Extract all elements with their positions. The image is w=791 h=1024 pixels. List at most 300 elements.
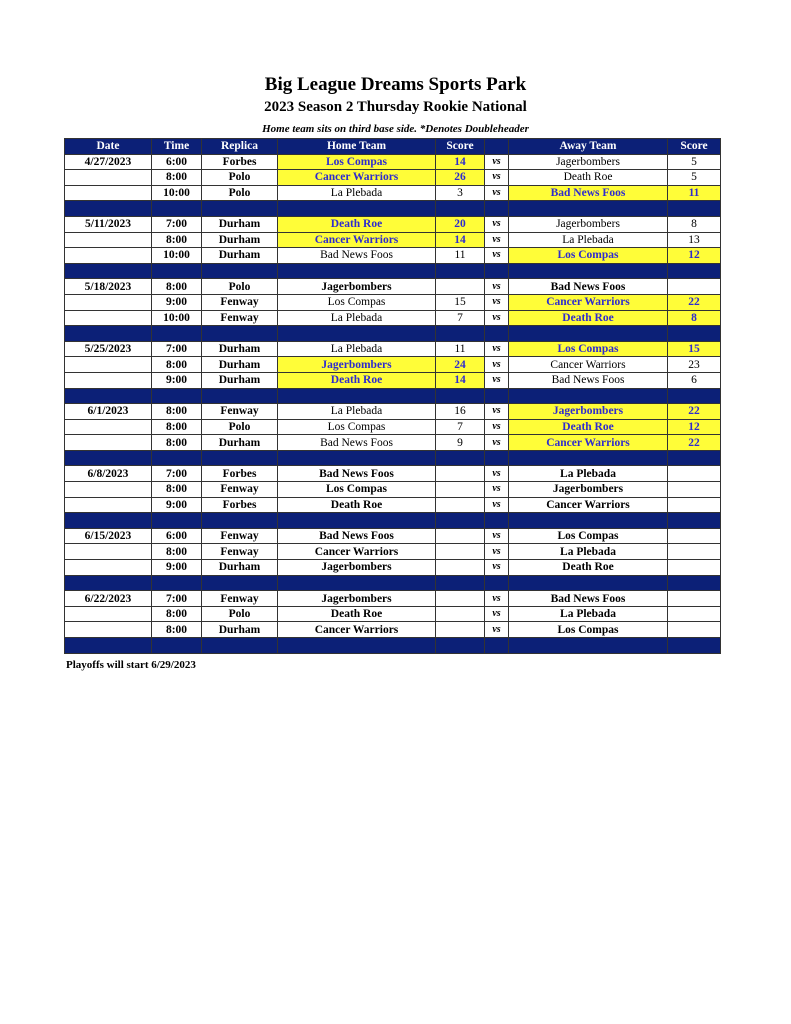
vs-label: vs [485,528,509,544]
home-score: 7 [436,310,485,326]
game-time: 9:00 [152,294,202,310]
separator-cell [65,201,152,217]
game-date: 6/1/2023 [65,404,152,420]
field-name: Fenway [202,591,278,607]
home-score [436,497,485,513]
away-team: Jagerbombers [509,404,668,420]
home-team: Death Roe [278,497,436,513]
away-team: Jagerbombers [509,482,668,498]
game-time: 6:00 [152,154,202,170]
separator-cell [485,638,509,654]
separator-cell [668,575,721,591]
field-name: Durham [202,248,278,264]
separator-cell [509,263,668,279]
game-date [65,232,152,248]
field-name: Forbes [202,154,278,170]
game-time: 8:00 [152,357,202,373]
game-date [65,544,152,560]
game-time: 7:00 [152,341,202,357]
game-row [65,216,721,232]
game-date: 5/11/2023 [65,216,152,232]
away-team: Los Compas [509,341,668,357]
game-date [65,497,152,513]
vs-label: vs [485,294,509,310]
separator-cell [668,638,721,654]
field-name: Durham [202,357,278,373]
game-date: 6/22/2023 [65,591,152,607]
week-separator [65,513,721,529]
column-header-time: Time [152,139,202,155]
separator-cell [278,638,436,654]
separator-cell [509,450,668,466]
week-separator [65,638,721,654]
home-team: La Plebada [278,310,436,326]
separator-cell [509,326,668,342]
game-date: 5/25/2023 [65,341,152,357]
vs-label: vs [485,560,509,576]
separator-cell [278,450,436,466]
week-separator [65,326,721,342]
separator-cell [436,326,485,342]
separator-cell [436,450,485,466]
game-time: 8:00 [152,435,202,451]
column-header-away-team: Away Team [509,139,668,155]
home-score: 11 [436,341,485,357]
separator-cell [668,263,721,279]
game-date [65,310,152,326]
game-row [65,404,721,420]
game-row [65,294,721,310]
game-row [65,482,721,498]
vs-label: vs [485,170,509,186]
week-separator [65,575,721,591]
home-score: 14 [436,232,485,248]
field-name: Durham [202,560,278,576]
separator-cell [278,575,436,591]
separator-cell [509,575,668,591]
column-header-away-score: Score [668,139,721,155]
vs-label: vs [485,497,509,513]
vs-label: vs [485,482,509,498]
game-row [65,419,721,435]
separator-cell [278,201,436,217]
home-score [436,466,485,482]
home-team: Death Roe [278,606,436,622]
separator-cell [278,326,436,342]
game-time: 8:00 [152,279,202,295]
away-score: 23 [668,357,721,373]
away-team: Bad News Foos [509,591,668,607]
separator-cell [509,513,668,529]
away-score: 12 [668,248,721,264]
page-title: Big League Dreams Sports Park [264,74,527,95]
home-score [436,528,485,544]
field-name: Durham [202,341,278,357]
field-name: Fenway [202,404,278,420]
away-score [668,279,721,295]
away-team: Bad News Foos [509,372,668,388]
away-score: 12 [668,419,721,435]
home-score: 26 [436,170,485,186]
home-team: Bad News Foos [278,528,436,544]
game-row [65,622,721,638]
game-date: 6/8/2023 [65,466,152,482]
game-date [65,622,152,638]
game-time: 8:00 [152,419,202,435]
separator-cell [202,450,278,466]
home-team: Los Compas [278,154,436,170]
schedule-table [64,138,721,654]
game-time: 8:00 [152,606,202,622]
away-score: 5 [668,170,721,186]
game-row [65,466,721,482]
separator-cell [668,513,721,529]
away-team: Death Roe [509,170,668,186]
game-time: 10:00 [152,185,202,201]
game-row [65,497,721,513]
game-date [65,185,152,201]
separator-cell [152,326,202,342]
separator-cell [65,513,152,529]
vs-label: vs [485,341,509,357]
separator-cell [152,263,202,279]
game-date [65,419,152,435]
vs-label: vs [485,154,509,170]
separator-cell [65,575,152,591]
column-header-vs [485,139,509,155]
game-date [65,357,152,373]
separator-cell [485,450,509,466]
away-score [668,606,721,622]
home-score [436,560,485,576]
vs-label: vs [485,216,509,232]
separator-cell [278,513,436,529]
away-team: Cancer Warriors [509,294,668,310]
field-name: Forbes [202,497,278,513]
separator-cell [436,575,485,591]
game-date [65,294,152,310]
away-score: 8 [668,310,721,326]
home-score: 11 [436,248,485,264]
field-name: Fenway [202,528,278,544]
home-score [436,544,485,560]
game-date: 6/15/2023 [65,528,152,544]
away-score [668,482,721,498]
separator-cell [152,638,202,654]
home-team: Cancer Warriors [278,170,436,186]
home-score: 20 [436,216,485,232]
game-row [65,170,721,186]
game-row [65,606,721,622]
vs-label: vs [485,435,509,451]
vs-label: vs [485,372,509,388]
home-team: Los Compas [278,419,436,435]
separator-cell [485,575,509,591]
home-team: Jagerbombers [278,279,436,295]
game-time: 8:00 [152,622,202,638]
separator-cell [436,638,485,654]
separator-cell [202,201,278,217]
vs-label: vs [485,185,509,201]
separator-cell [436,263,485,279]
game-row [65,357,721,373]
schedule-note: Home team sits on third base side. *Denotes Doubleheader [262,123,529,135]
away-team: La Plebada [509,544,668,560]
separator-cell [152,450,202,466]
separator-cell [485,263,509,279]
home-team: Death Roe [278,372,436,388]
separator-cell [152,575,202,591]
vs-label: vs [485,591,509,607]
home-score: 15 [436,294,485,310]
game-time: 8:00 [152,544,202,560]
game-row [65,544,721,560]
field-name: Polo [202,185,278,201]
away-team: Los Compas [509,248,668,264]
home-score [436,591,485,607]
separator-cell [509,201,668,217]
away-score [668,528,721,544]
away-score: 22 [668,294,721,310]
field-name: Fenway [202,294,278,310]
column-header-home-team: Home Team [278,139,436,155]
field-name: Polo [202,279,278,295]
game-time: 10:00 [152,248,202,264]
vs-label: vs [485,248,509,264]
separator-cell [509,638,668,654]
week-separator [65,263,721,279]
field-name: Fenway [202,482,278,498]
vs-label: vs [485,466,509,482]
game-row [65,248,721,264]
field-name: Durham [202,372,278,388]
vs-label: vs [485,606,509,622]
game-date [65,248,152,264]
separator-cell [202,326,278,342]
home-team: Cancer Warriors [278,622,436,638]
home-score: 7 [436,419,485,435]
home-score: 14 [436,154,485,170]
game-row [65,591,721,607]
away-score: 15 [668,341,721,357]
game-time: 7:00 [152,466,202,482]
away-score [668,560,721,576]
away-score: 6 [668,372,721,388]
separator-cell [485,326,509,342]
home-team: La Plebada [278,404,436,420]
away-score [668,466,721,482]
away-team: Death Roe [509,419,668,435]
game-time: 7:00 [152,216,202,232]
game-date: 4/27/2023 [65,154,152,170]
away-team: Cancer Warriors [509,435,668,451]
game-date [65,170,152,186]
away-score [668,591,721,607]
vs-label: vs [485,544,509,560]
separator-cell [202,513,278,529]
home-team: Death Roe [278,216,436,232]
separator-cell [65,326,152,342]
game-row [65,372,721,388]
week-separator [65,201,721,217]
separator-cell [278,388,436,404]
away-team: La Plebada [509,466,668,482]
home-team: Cancer Warriors [278,544,436,560]
away-score [668,544,721,560]
field-name: Durham [202,435,278,451]
separator-cell [436,513,485,529]
separator-cell [278,263,436,279]
home-score: 3 [436,185,485,201]
away-team: Death Roe [509,310,668,326]
vs-label: vs [485,357,509,373]
home-team: Los Compas [278,482,436,498]
separator-cell [668,450,721,466]
away-score: 5 [668,154,721,170]
home-team: La Plebada [278,341,436,357]
away-score [668,497,721,513]
separator-cell [65,638,152,654]
away-team: La Plebada [509,606,668,622]
away-score: 13 [668,232,721,248]
separator-cell [152,513,202,529]
separator-cell [485,201,509,217]
header-row [65,139,721,155]
separator-cell [436,201,485,217]
home-score [436,622,485,638]
game-date: 5/18/2023 [65,279,152,295]
season-subtitle: 2023 Season 2 Thursday Rookie National [264,99,527,115]
separator-cell [152,201,202,217]
away-team: Los Compas [509,622,668,638]
game-row [65,435,721,451]
vs-label: vs [485,419,509,435]
playoffs-note: Playoffs will start 6/29/2023 [66,659,196,671]
home-team: Jagerbombers [278,357,436,373]
away-team: Los Compas [509,528,668,544]
away-team: Cancer Warriors [509,357,668,373]
game-time: 8:00 [152,170,202,186]
game-time: 9:00 [152,372,202,388]
home-score [436,279,485,295]
separator-cell [65,450,152,466]
game-time: 7:00 [152,591,202,607]
separator-cell [509,388,668,404]
separator-cell [668,388,721,404]
schedule-body [65,154,721,653]
game-date [65,482,152,498]
separator-cell [202,388,278,404]
away-team: La Plebada [509,232,668,248]
separator-cell [668,326,721,342]
vs-label: vs [485,622,509,638]
game-row [65,341,721,357]
vs-label: vs [485,232,509,248]
away-team: Cancer Warriors [509,497,668,513]
away-team: Bad News Foos [509,185,668,201]
game-time: 8:00 [152,404,202,420]
field-name: Durham [202,216,278,232]
game-row [65,185,721,201]
vs-label: vs [485,310,509,326]
home-team: Jagerbombers [278,560,436,576]
column-header-date: Date [65,139,152,155]
home-score: 16 [436,404,485,420]
separator-cell [202,575,278,591]
game-date [65,560,152,576]
field-name: Durham [202,622,278,638]
away-team: Jagerbombers [509,216,668,232]
column-header-replica: Replica [202,139,278,155]
away-score [668,622,721,638]
separator-cell [152,388,202,404]
game-date [65,435,152,451]
game-time: 9:00 [152,560,202,576]
home-score: 9 [436,435,485,451]
home-team: La Plebada [278,185,436,201]
game-row [65,560,721,576]
field-name: Fenway [202,310,278,326]
field-name: Durham [202,232,278,248]
home-score: 24 [436,357,485,373]
away-team: Bad News Foos [509,279,668,295]
separator-cell [668,201,721,217]
home-score: 14 [436,372,485,388]
home-score [436,606,485,622]
away-score: 22 [668,404,721,420]
away-score: 8 [668,216,721,232]
game-row [65,154,721,170]
separator-cell [202,638,278,654]
away-team: Death Roe [509,560,668,576]
game-time: 10:00 [152,310,202,326]
away-score: 11 [668,185,721,201]
home-team: Los Compas [278,294,436,310]
home-team: Bad News Foos [278,435,436,451]
field-name: Polo [202,606,278,622]
game-time: 9:00 [152,497,202,513]
separator-cell [485,513,509,529]
column-header-home-score: Score [436,139,485,155]
home-team: Bad News Foos [278,466,436,482]
game-row [65,310,721,326]
separator-cell [65,263,152,279]
game-time: 8:00 [152,232,202,248]
game-time: 6:00 [152,528,202,544]
game-time: 8:00 [152,482,202,498]
home-team: Jagerbombers [278,591,436,607]
game-row [65,232,721,248]
game-row [65,279,721,295]
separator-cell [436,388,485,404]
home-team: Bad News Foos [278,248,436,264]
game-date [65,372,152,388]
week-separator [65,450,721,466]
separator-cell [65,388,152,404]
game-date [65,606,152,622]
vs-label: vs [485,404,509,420]
field-name: Polo [202,419,278,435]
vs-label: vs [485,279,509,295]
separator-cell [202,263,278,279]
separator-cell [485,388,509,404]
home-score [436,482,485,498]
field-name: Fenway [202,544,278,560]
game-row [65,528,721,544]
away-score: 22 [668,435,721,451]
home-team: Cancer Warriors [278,232,436,248]
field-name: Forbes [202,466,278,482]
